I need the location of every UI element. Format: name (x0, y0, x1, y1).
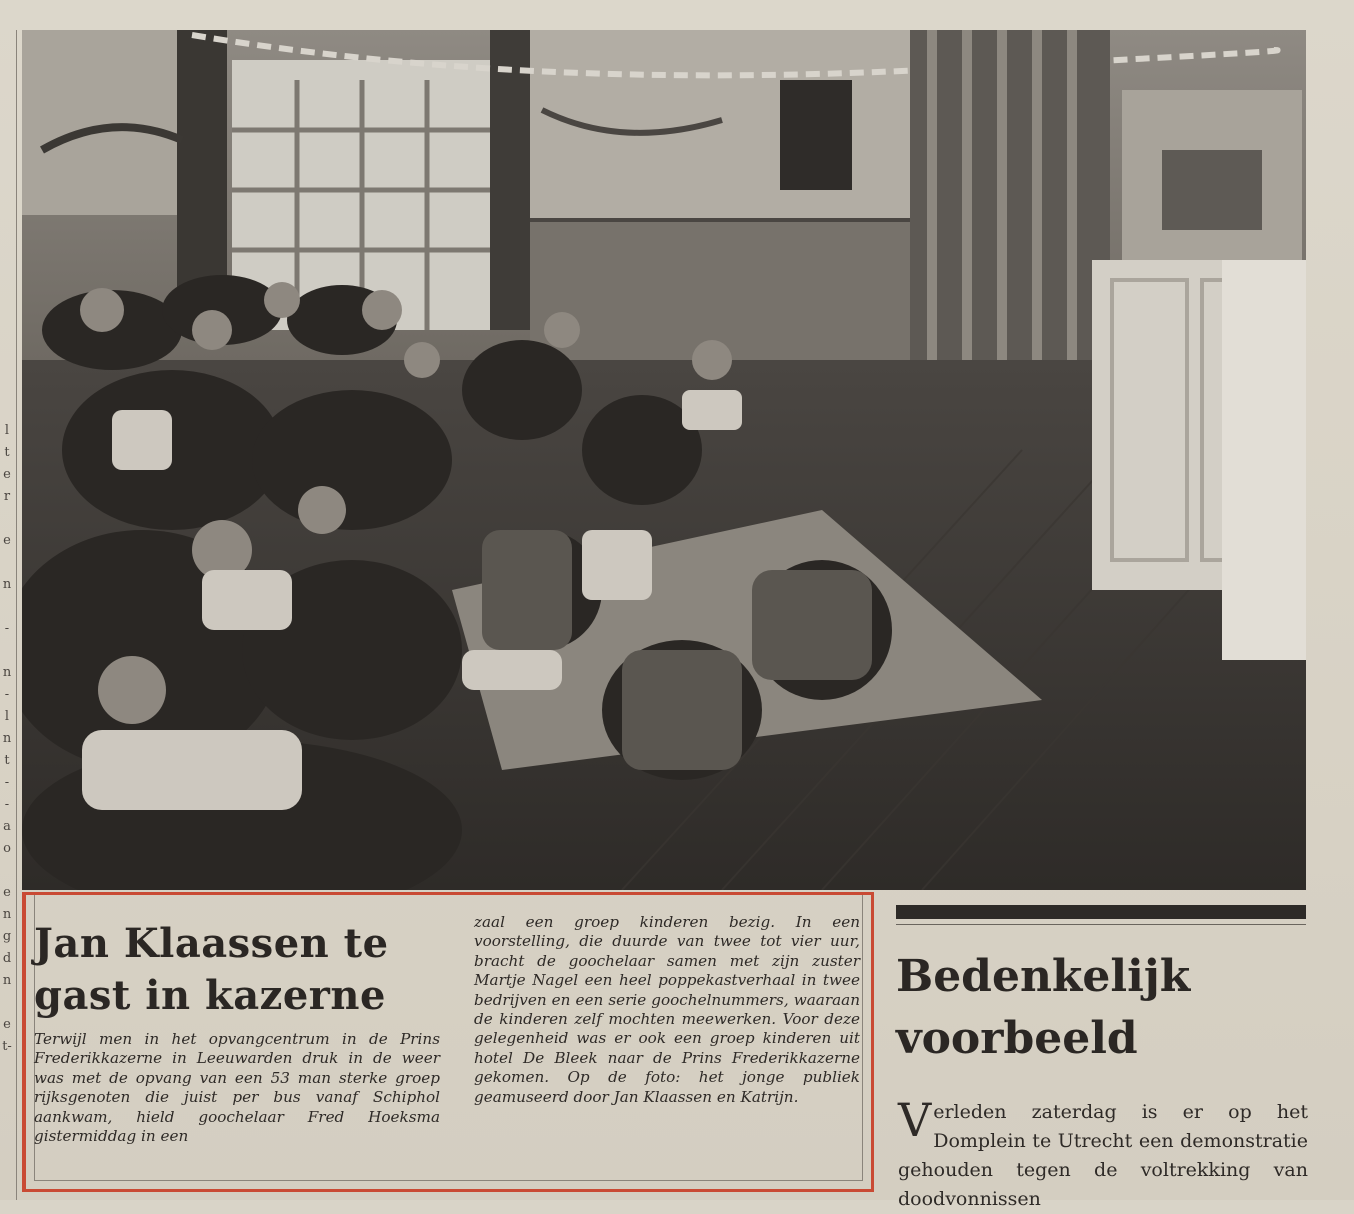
margin-fragment: n (2, 577, 12, 592)
margin-fragment: n (2, 731, 12, 746)
margin-fragment (0, 508, 14, 530)
margin-fragment: n (2, 907, 12, 922)
column-rule (16, 30, 17, 1200)
margin-fragment (0, 640, 14, 662)
margin-fragment: - (4, 687, 10, 702)
article-headline: Jan Klaassen te gast in kazerne (34, 920, 389, 1019)
adjacent-column-fragments (0, 420, 14, 1200)
margin-fragment: a (3, 819, 11, 834)
margin-fragment: l (4, 709, 10, 724)
margin-fragment: e (3, 1017, 11, 1032)
puppet-show-photo (22, 30, 1306, 890)
margin-fragment: g (2, 929, 12, 944)
caption-text-left: Terwijl men in het opvangcentrum in de Prins Frederikkazerne in Leeuwarden druk in de weer was met de opvang van een 53 man sterke groep rijksgenoten die juist per bus vanaf Schiphol aankwam, hield goochelaar Fred Hoeksma gistermiddag in een (34, 1030, 440, 1146)
margin-fragment: - (4, 775, 10, 790)
margin-fragment (0, 992, 14, 1014)
editorial-body-text: erleden zaterdag is er op het Domplein te Utrecht een demonstratie gehouden tegen de voltrekking van doodvonnissen (898, 1101, 1308, 1210)
margin-fragment: t (4, 753, 10, 768)
column-header-rule (896, 924, 1306, 925)
margin-fragment: l (4, 423, 10, 438)
margin-fragment: o (3, 841, 11, 856)
margin-fragment (0, 552, 14, 574)
margin-fragment (0, 596, 14, 618)
margin-fragment: n (2, 665, 12, 680)
margin-fragment: e (3, 533, 11, 548)
margin-fragment: - (4, 797, 10, 812)
margin-fragment: n (2, 973, 12, 988)
drop-cap: V (898, 1093, 932, 1147)
editorial-body (898, 1093, 1308, 1214)
margin-fragment: d (2, 951, 12, 966)
margin-fragment: t (4, 445, 10, 460)
column-header-bar (896, 905, 1306, 919)
margin-fragment: e (3, 467, 11, 482)
margin-fragment (0, 860, 14, 882)
caption-text-right: zaal een groep kinderen bezig. In een voorstelling, die duurde van twee tot vier uur, bracht de goochelaar samen met zijn zuster Martje Nagel een heel poppekastverhaal in twee bedrijven en een serie goochelnummers, waaraan de kinderen zelf mochten meewerken. Voor deze gelegenheid was er ook een groep kinderen uit hotel De Bleek naar de Prins Frederikkazerne gekomen. Op de foto: het jonge publiek geamuseerd door Jan Klaassen en Katrijn. (474, 913, 860, 1106)
margin-fragment: - (4, 621, 10, 636)
margin-fragment: e (3, 885, 11, 900)
margin-fragment: r (3, 489, 11, 504)
margin-fragment: t- (2, 1039, 12, 1054)
editorial-headline: Bedenkelijk voorbeeld (896, 951, 1191, 1064)
